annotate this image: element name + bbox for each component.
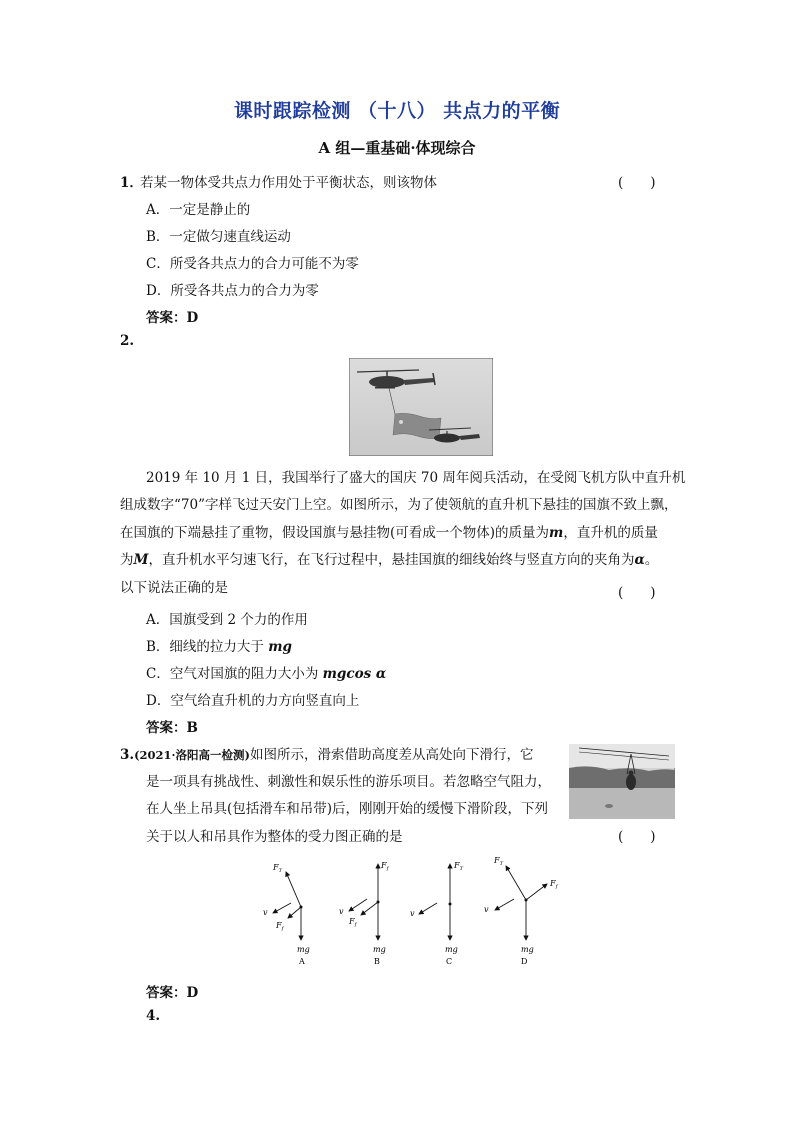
label-ft-d: $F_T$ [494, 856, 503, 867]
label-option-d: D [521, 957, 528, 966]
label-v-b: v [339, 907, 344, 916]
diagram-option-c [410, 861, 464, 966]
label-mg-b: mg [373, 945, 386, 954]
q3-answer: 答案：D [146, 985, 199, 1001]
q2-line-3-text: 在国旗的下端悬挂了重物，假设国旗与悬挂物(可看成一个物体)的质量为 [120, 525, 550, 541]
q2-line-4-text: ，直升机水平匀速飞行，在飞行过程中，悬挂国旗的细线始终与竖直方向的夹角为 [148, 552, 635, 568]
label-ff-b: $F_f$ [349, 917, 357, 928]
label-v-a: v [263, 908, 268, 917]
label-option-b: B [374, 957, 380, 966]
q2-line-2: 组成数字“70”字样飞过天安门上空。如图所示，为了使领航的直升机下悬挂的国旗不致上飘， [120, 497, 678, 513]
q2-line-5: 以下说法正确的是 [120, 580, 228, 596]
q2-line-4-end: 。 [644, 552, 659, 568]
diagram-option-b [339, 861, 390, 966]
q1-stem: 若某一物体受共点力作用处于平衡状态，则该物体 [140, 175, 437, 191]
q2-var-alpha: α [634, 552, 645, 568]
zipline-photo [569, 744, 675, 819]
label-v-d: v [484, 905, 489, 914]
q2-line-4 [120, 547, 658, 575]
q2-option-c [146, 662, 386, 682]
label-ft-a: $F_T$ [273, 863, 282, 874]
q3-answer-paren: ( ) [618, 829, 656, 845]
q1-option-b: B．一定做匀速直线运动 [146, 229, 291, 245]
q2-var-m: m [549, 525, 564, 541]
q2-var-M: M [133, 552, 149, 568]
label-ft-c: $F_T$ [454, 861, 463, 872]
q1-option-c: C．所受各共点力的合力可能不为零 [146, 256, 359, 272]
q1-answer: 答案：D [146, 310, 199, 326]
q2-line-3-end: ，直升机的质量 [563, 525, 658, 541]
force-diagrams [255, 852, 565, 977]
label-ff-a: $F_f$ [276, 921, 284, 932]
label-mg-a: mg [297, 945, 310, 954]
q2-var-mgcos: mgcos α [322, 666, 387, 682]
q2-option-b-text: B．细线的拉力大于 [146, 639, 269, 655]
q1-option-d: D．所受各共点力的合力为零 [146, 283, 319, 299]
label-mg-c: mg [445, 945, 458, 954]
q2-var-mg: mg [268, 639, 292, 655]
q3-line-4: 关于以人和吊具作为整体的受力图正确的是 [146, 829, 403, 845]
q2-answer: 答案：B [146, 720, 198, 736]
q2-option-d: D．空气给直升机的力方向竖直向上 [146, 693, 360, 709]
label-ft-b: $F_f$ [381, 861, 389, 872]
q3-line-2: 是一项具有挑战性、刺激性和娱乐性的游乐项目。若忽略空气阻力， [146, 774, 551, 790]
helicopter-photo [349, 358, 493, 456]
q2-option-b [146, 635, 292, 655]
q2-answer-paren: ( ) [618, 585, 656, 601]
q3-line-1 [120, 743, 534, 763]
q4-number: 4. [146, 1008, 161, 1024]
q3-source: (2021·洛阳高一检测) [134, 748, 250, 762]
label-v-c: v [410, 909, 415, 918]
label-option-c: C [446, 957, 453, 966]
q3-line-3: 在人坐上吊具(包括滑车和吊带)后，刚刚开始的缓慢下滑阶段，下列 [146, 801, 549, 817]
diagram-option-a [263, 863, 310, 966]
page-title: 课时跟踪检测 （十八） 共点力的平衡 [233, 100, 561, 122]
q1-number: 1． [120, 175, 143, 191]
q2-option-c-text: C．空气对国旗的阻力大小为 [146, 666, 323, 682]
q1-answer-paren: ( ) [618, 175, 656, 191]
q2-option-a: A．国旗受到 2 个力的作用 [146, 612, 308, 628]
q2-number: 2. [120, 333, 135, 349]
q2-line-3 [120, 520, 658, 548]
label-ff-d: $F_f$ [550, 879, 558, 890]
label-mg-d: mg [521, 945, 534, 954]
section-heading: A 组—重基础·体现综合 [318, 139, 476, 157]
q1-option-a: A．一定是静止的 [146, 202, 251, 218]
q3-number: 3. [120, 747, 135, 763]
diagram-option-d [484, 856, 559, 966]
q3-line-1-text: 如图所示，滑索借助高度差从高处向下滑行，它 [250, 747, 534, 763]
q2-line-4-start: 为 [120, 552, 134, 568]
label-option-a: A [299, 957, 305, 966]
q2-line-1: 2019 年 10 月 1 日，我国举行了盛大的国庆 70 周年阅兵活动，在受阅飞机方队中直升机 [146, 470, 686, 486]
